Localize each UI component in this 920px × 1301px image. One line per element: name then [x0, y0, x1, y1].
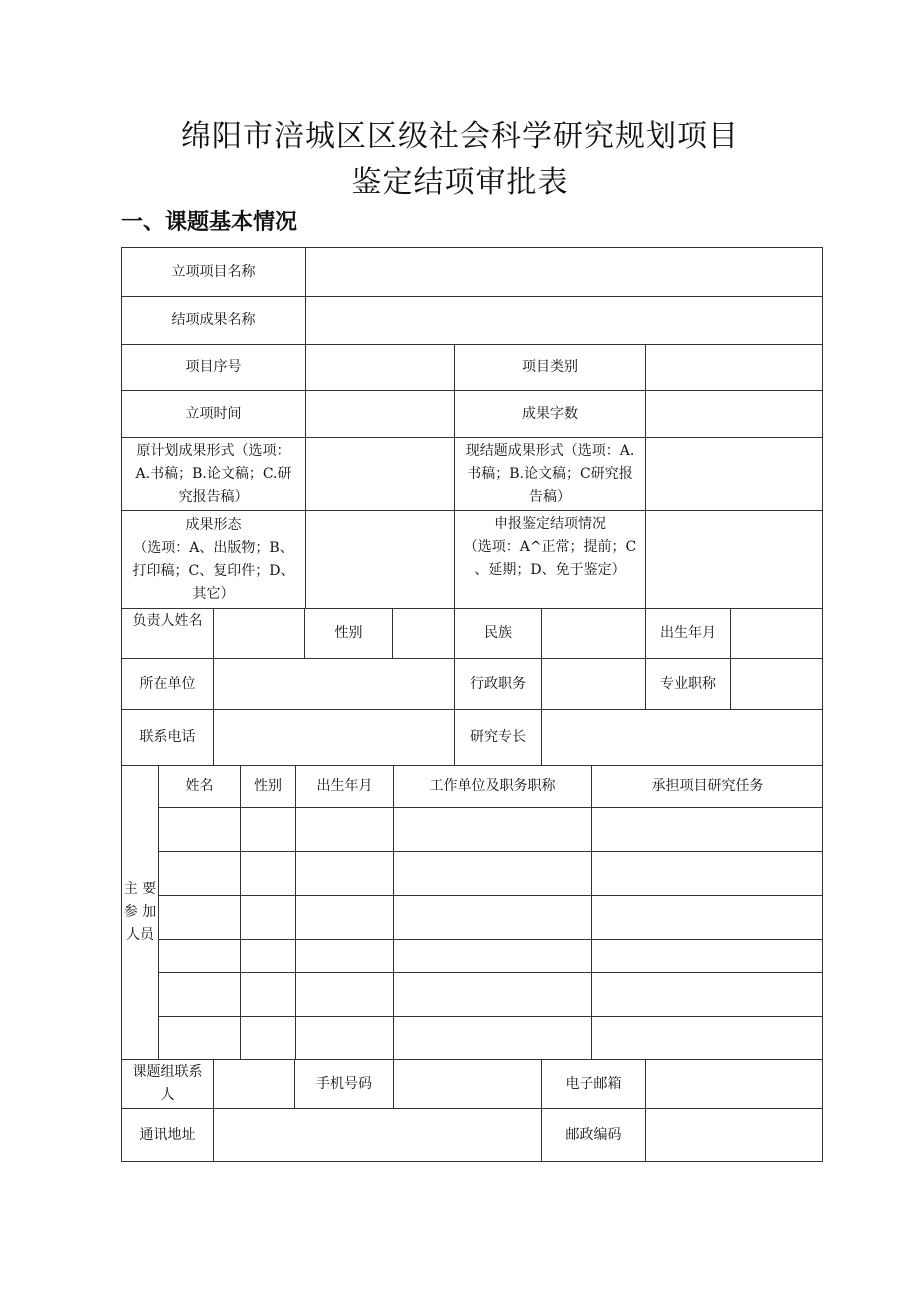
apply-status-line1: 申报鉴定结项情况	[494, 516, 606, 532]
input-gender[interactable]	[392, 608, 454, 658]
participants-header-name: 姓名	[158, 765, 240, 807]
input-address[interactable]	[213, 1108, 541, 1162]
label-postcode: 邮政编码	[541, 1108, 645, 1162]
participant-cell[interactable]	[158, 939, 240, 972]
form-title-line1: 绵阳市涪城区区级社会科学研究规划项目	[181, 119, 739, 154]
input-prof-title[interactable]	[730, 658, 823, 709]
participant-cell[interactable]	[393, 939, 591, 972]
label-birth: 出生年月	[645, 608, 730, 658]
input-birth[interactable]	[730, 608, 823, 658]
input-phone[interactable]	[213, 709, 454, 765]
label-gender: 性别	[304, 608, 392, 658]
input-result-state[interactable]	[305, 510, 454, 608]
current-form-line2: 书稿；B.论文稿；C研究报	[467, 465, 633, 482]
label-word-count: 成果字数	[454, 390, 645, 437]
label-address: 通讯地址	[121, 1108, 213, 1162]
participant-cell[interactable]	[591, 1016, 823, 1059]
label-current-form	[454, 437, 645, 510]
participant-cell[interactable]	[393, 851, 591, 895]
label-email: 电子邮箱	[541, 1059, 645, 1108]
participant-cell[interactable]	[591, 939, 823, 972]
input-leader-name[interactable]	[213, 608, 304, 658]
label-result-name: 结项成果名称	[121, 296, 305, 344]
participant-cell[interactable]	[240, 1016, 295, 1059]
input-project-no[interactable]	[305, 344, 454, 390]
label-prof-title: 专业职称	[645, 658, 730, 709]
label-unit: 所在单位	[121, 658, 213, 709]
participants-header-unit: 工作单位及职务职称	[393, 765, 591, 807]
planned-form-line1: 原计划成果形式（选项：	[136, 442, 291, 459]
apply-status-line2: （选项：A^正常；提前；C	[463, 539, 637, 555]
participant-cell[interactable]	[295, 807, 393, 851]
input-project-type[interactable]	[645, 344, 823, 390]
participant-cell[interactable]	[240, 851, 295, 895]
participants-header-gender: 性别	[240, 765, 295, 807]
apply-status-line3: 、延期；D、免于鉴定）	[474, 562, 626, 578]
input-approval-time[interactable]	[305, 390, 454, 437]
form-title-line2: 鉴定结项审批表	[351, 165, 569, 200]
label-approval-time: 立项时间	[121, 390, 305, 437]
label-project-type: 项目类别	[454, 344, 645, 390]
input-unit[interactable]	[213, 658, 454, 709]
project-info-table	[121, 247, 823, 1162]
input-admin-post[interactable]	[541, 658, 645, 709]
label-group-contact	[121, 1059, 213, 1108]
participant-cell[interactable]	[591, 895, 823, 939]
participant-cell[interactable]	[295, 895, 393, 939]
label-planned-form	[121, 437, 305, 510]
input-result-name[interactable]	[305, 296, 823, 344]
input-project-name[interactable]	[305, 247, 823, 296]
label-apply-status	[454, 510, 645, 608]
participant-cell[interactable]	[393, 895, 591, 939]
input-specialty[interactable]	[541, 709, 823, 765]
participants-label	[121, 765, 158, 1059]
label-mobile: 手机号码	[294, 1059, 393, 1108]
participant-cell[interactable]	[158, 1016, 240, 1059]
participant-cell[interactable]	[393, 807, 591, 851]
participant-cell[interactable]	[591, 807, 823, 851]
result-state-line3: 打印稿；C、复印件；D、	[132, 562, 295, 579]
participant-cell[interactable]	[295, 939, 393, 972]
section-heading: 一、课题基本情况	[121, 210, 298, 235]
input-postcode[interactable]	[645, 1108, 823, 1162]
participant-cell[interactable]	[591, 851, 823, 895]
participant-cell[interactable]	[295, 1016, 393, 1059]
result-state-line1: 成果形态	[185, 516, 242, 533]
group-contact-line1: 课题组联系	[132, 1064, 203, 1080]
participant-cell[interactable]	[158, 807, 240, 851]
input-group-contact[interactable]	[213, 1059, 294, 1108]
participants-label-line1: 主 要	[123, 881, 157, 897]
participant-cell[interactable]	[591, 972, 823, 1016]
result-state-line2: （选项：A、出版物；B、	[133, 539, 294, 556]
participant-cell[interactable]	[393, 972, 591, 1016]
label-leader-name: 负责人姓名	[121, 608, 213, 658]
participants-header-task: 承担项目研究任务	[591, 765, 823, 807]
input-email[interactable]	[645, 1059, 823, 1108]
participants-label-line2: 参 加	[123, 904, 157, 920]
input-current-form[interactable]	[645, 437, 823, 510]
participant-cell[interactable]	[158, 972, 240, 1016]
participant-cell[interactable]	[240, 972, 295, 1016]
group-contact-line2: 人	[160, 1087, 175, 1103]
participant-cell[interactable]	[240, 895, 295, 939]
result-state-line4: 其它）	[192, 585, 235, 602]
label-specialty: 研究专长	[454, 709, 541, 765]
planned-form-line3: 究报告稿）	[178, 488, 249, 505]
current-form-line1: 现结题成果形式（选项：A.	[465, 442, 635, 459]
input-word-count[interactable]	[645, 390, 823, 437]
label-project-name: 立项项目名称	[121, 247, 305, 296]
participant-cell[interactable]	[295, 972, 393, 1016]
participant-cell[interactable]	[295, 851, 393, 895]
label-result-state	[121, 510, 305, 608]
label-project-no: 项目序号	[121, 344, 305, 390]
input-mobile[interactable]	[393, 1059, 541, 1108]
participant-cell[interactable]	[240, 807, 295, 851]
participants-header-birth: 出生年月	[295, 765, 393, 807]
input-planned-form[interactable]	[305, 437, 454, 510]
participant-cell[interactable]	[158, 895, 240, 939]
planned-form-line2: A.书稿；B.论文稿；C.研	[135, 465, 292, 482]
participant-cell[interactable]	[158, 851, 240, 895]
input-ethnicity[interactable]	[541, 608, 645, 658]
participants-label-line3: 人员	[126, 927, 154, 943]
label-admin-post: 行政职务	[454, 658, 541, 709]
label-ethnicity: 民族	[454, 608, 541, 658]
label-phone: 联系电话	[121, 709, 213, 765]
participant-cell[interactable]	[393, 1016, 591, 1059]
input-apply-status[interactable]	[645, 510, 823, 608]
current-form-line3: 告稿）	[529, 488, 571, 505]
participant-cell[interactable]	[240, 939, 295, 972]
